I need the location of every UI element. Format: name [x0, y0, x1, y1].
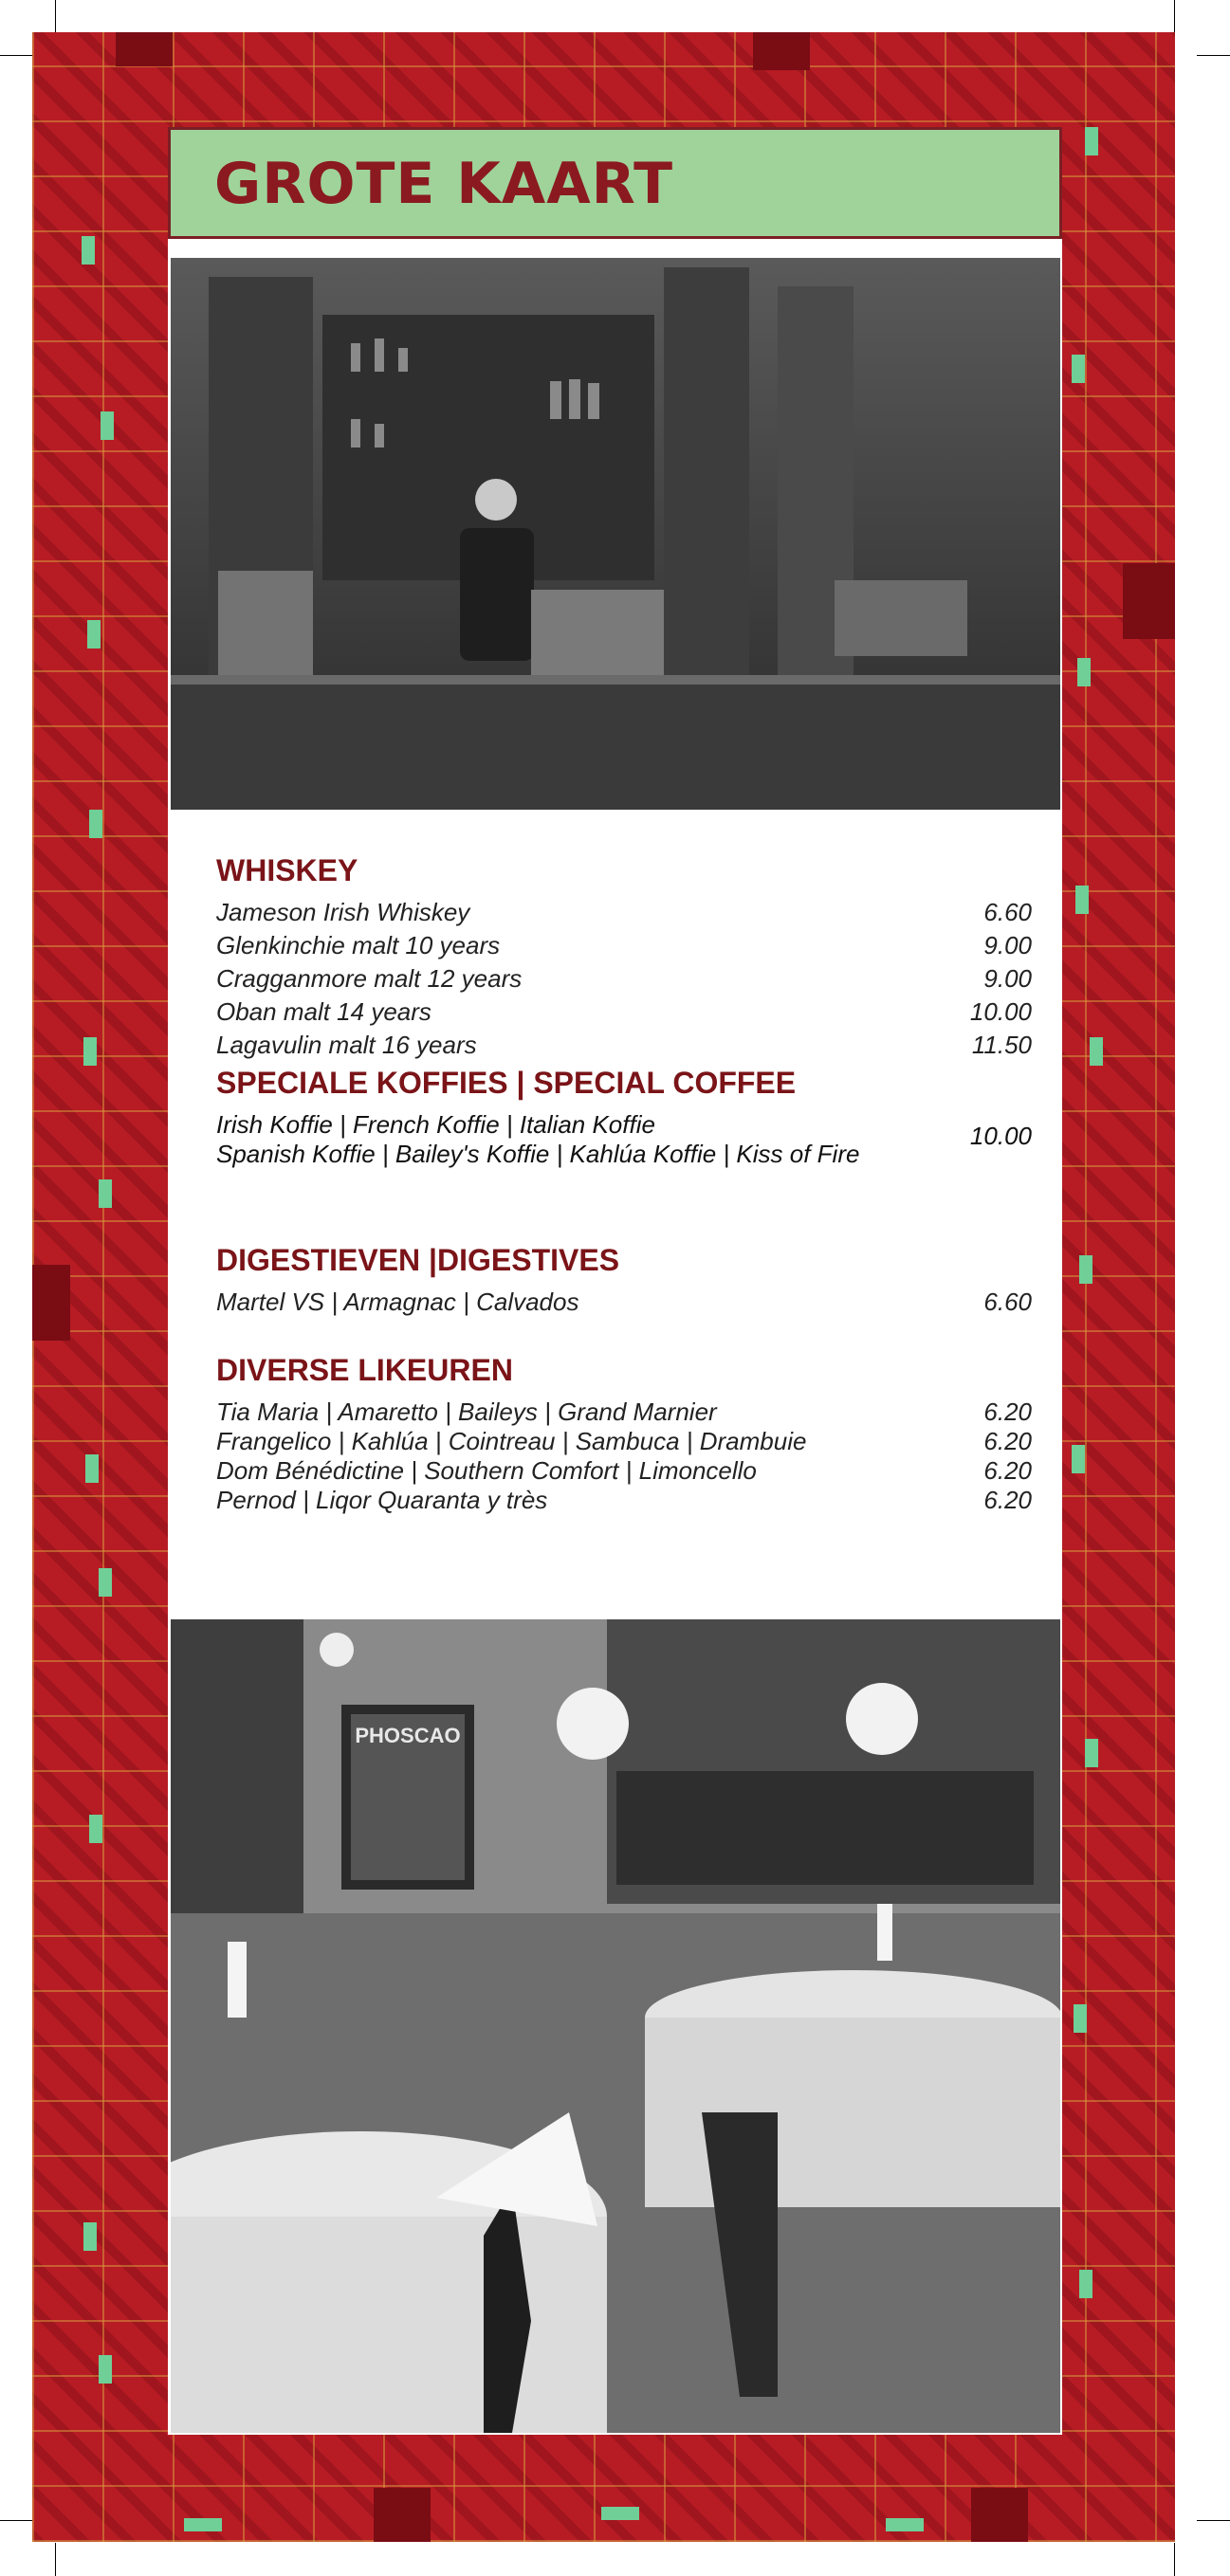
page-title: GROTE KAART	[214, 151, 674, 217]
frame-tile	[1077, 658, 1091, 686]
photo-bar-counter	[171, 258, 1060, 810]
item-price: 6.60	[983, 898, 1032, 926]
item-price: 6.20	[983, 1427, 1032, 1455]
frame-tile	[1072, 1445, 1085, 1473]
menu-item	[216, 1398, 1032, 1427]
dining-room-illustration	[171, 1619, 1060, 2433]
menu-item	[216, 1286, 1032, 1319]
crop-mark	[55, 0, 56, 32]
frame-tile	[101, 411, 114, 440]
item-price: 9.00	[983, 964, 1032, 993]
item-name: Martel VS | Armagnac | Calvados	[216, 1288, 579, 1316]
frame-tile	[99, 2355, 112, 2384]
crop-mark	[1197, 2520, 1230, 2521]
frame-tile	[601, 2507, 639, 2520]
frame-tile	[89, 1815, 102, 1843]
item-price: 6.20	[983, 1398, 1032, 1426]
item-price: 10.00	[969, 997, 1032, 1026]
coffee-line: Irish Koffie | French Koffie | Italian Koffie	[216, 1110, 655, 1139]
frame-block	[1123, 563, 1175, 639]
item-name: Lagavulin malt 16 years	[216, 1031, 477, 1059]
poster-text: PHOSCAO	[355, 1724, 461, 1747]
frame-tile	[99, 1568, 112, 1597]
item-name: Pernod | Liqor Quaranta y très	[216, 1486, 548, 1514]
frame-tile	[99, 1179, 112, 1208]
menu-item	[216, 962, 1032, 996]
frame-block	[753, 32, 810, 70]
frame-tile	[83, 2222, 97, 2251]
coffee-line: Spanish Koffie | Bailey's Koffie | Kahlúa Koffie | Kiss of Fire	[216, 1140, 860, 1168]
frame-tile	[82, 236, 95, 265]
frame-tile	[89, 810, 102, 838]
item-price: 11.50	[971, 1031, 1032, 1059]
section-title-digestives: DIGESTIEVEN |DIGESTIVES	[216, 1243, 620, 1277]
item-price: 6.20	[983, 1486, 1032, 1514]
item-name: Oban malt 14 years	[216, 997, 431, 1026]
item-name: Tia Maria | Amaretto | Baileys | Grand Marnier	[216, 1398, 717, 1426]
frame-block	[32, 1265, 70, 1341]
title-bar	[168, 127, 1062, 239]
item-price: 6.60	[983, 1288, 1032, 1316]
crop-mark	[55, 2543, 56, 2576]
item-name: Glenkinchie malt 10 years	[216, 931, 501, 959]
frame-tile	[87, 620, 101, 649]
bar-counter-illustration	[171, 258, 1060, 810]
item-name: Cragganmore malt 12 years	[216, 964, 523, 993]
section-title-liqueurs: DIVERSE LIKEUREN	[216, 1353, 513, 1387]
frame-tile	[1079, 2270, 1092, 2298]
item-name: Dom Bénédictine | Southern Comfort | Limoncello	[216, 1456, 757, 1485]
frame-block	[971, 2488, 1028, 2542]
crop-mark	[1197, 55, 1230, 56]
frame-tile	[83, 1037, 97, 1066]
frame-tile	[1074, 2004, 1087, 2033]
frame-tile	[1085, 1739, 1098, 1767]
item-name: Jameson Irish Whiskey	[216, 898, 470, 926]
frame-tile	[184, 2518, 222, 2531]
frame-block	[116, 32, 173, 66]
section-title-whiskey: WHISKEY	[216, 853, 358, 887]
crop-mark	[0, 55, 32, 56]
item-price: 9.00	[983, 931, 1032, 959]
item-price: 10.00	[969, 1122, 1032, 1150]
menu-item	[216, 1110, 1032, 1169]
section-title-special-coffee: SPECIALE KOFFIES | SPECIAL COFFEE	[216, 1066, 797, 1100]
frame-block	[374, 2488, 431, 2542]
frame-tile	[886, 2518, 924, 2531]
frame-tile	[85, 1454, 99, 1483]
photo-dining-room	[171, 1619, 1060, 2433]
menu-item	[216, 1486, 1032, 1515]
frame-tile	[1090, 1037, 1103, 1066]
crop-mark	[0, 2520, 32, 2521]
menu-list	[216, 853, 1032, 1515]
menu-item	[216, 929, 1032, 962]
menu-item	[216, 1029, 1032, 1062]
frame-tile	[1079, 1255, 1092, 1284]
frame-tile	[1075, 886, 1089, 914]
item-name: Frangelico | Kahlúa | Cointreau | Sambuca | Drambuie	[216, 1427, 807, 1455]
menu-item	[216, 1456, 1032, 1486]
item-price: 6.20	[983, 1456, 1032, 1485]
frame-tile	[1085, 127, 1098, 155]
menu-item	[216, 996, 1032, 1029]
menu-item	[216, 1427, 1032, 1456]
crop-mark	[1174, 2543, 1175, 2576]
frame-tile	[1072, 355, 1085, 383]
crop-mark	[1174, 0, 1175, 32]
menu-item	[216, 896, 1032, 929]
